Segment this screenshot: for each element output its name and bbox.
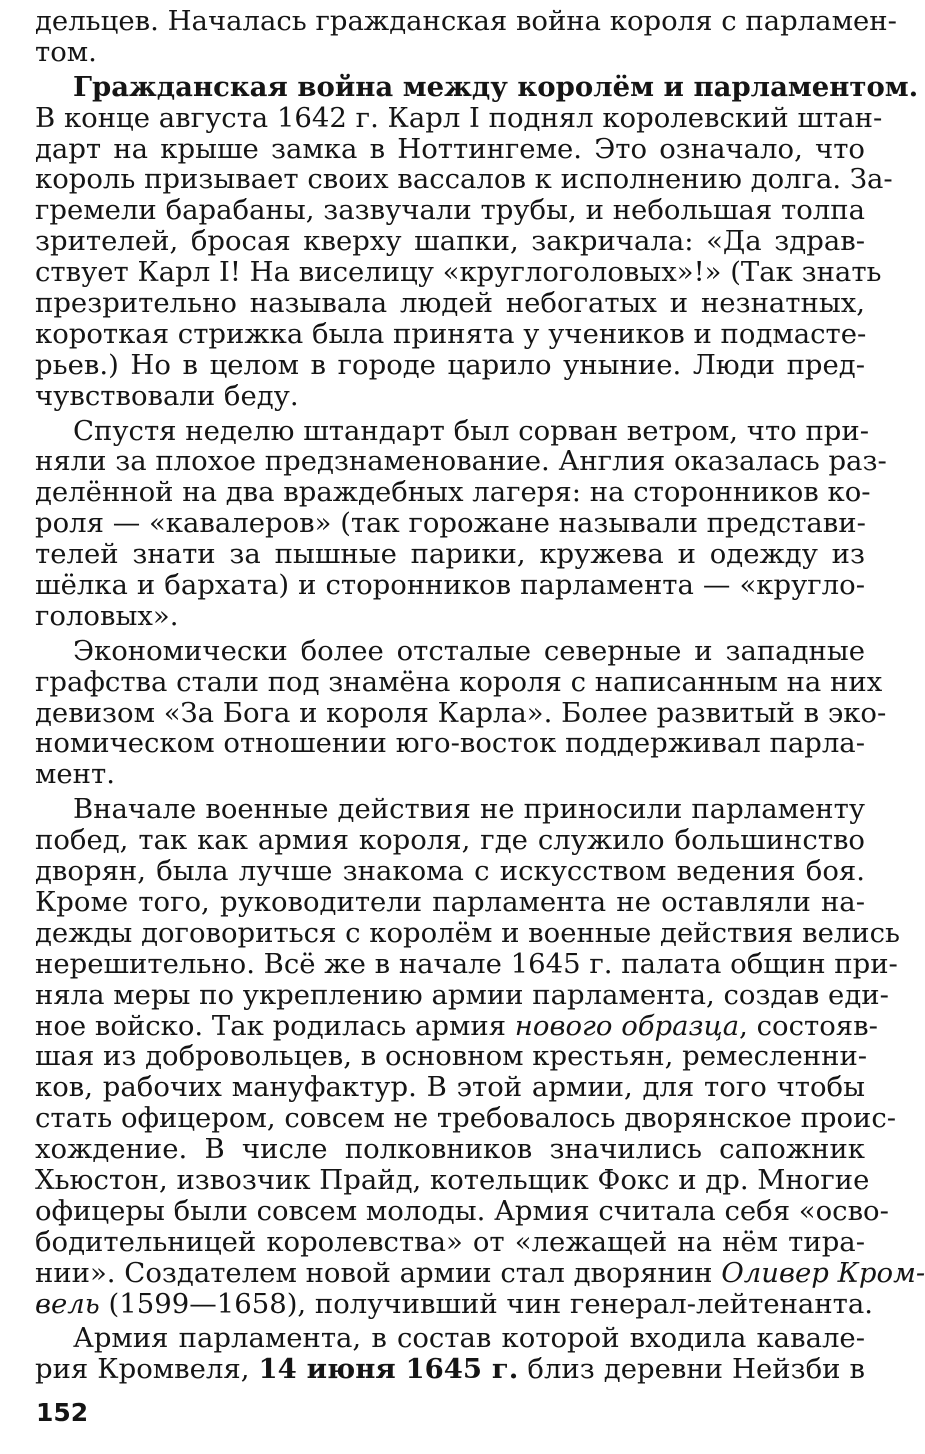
text-run: няли за плохое предзнаменование. Англия оказалась раз-: [35, 445, 887, 478]
text-line: [35, 1227, 865, 1258]
text-run: рия Кромвеля,: [35, 1353, 259, 1386]
text-run: делённой на два враждебных лагеря: на сторонников ко-: [35, 476, 871, 509]
text-run: гремели барабаны, зазвучали трубы, и небольшая толпа: [35, 194, 865, 227]
text-run: дельцев. Началась гражданская война короля с парламен-: [35, 5, 897, 37]
text-line: [35, 288, 865, 319]
text-line: [35, 728, 865, 759]
body-text: [35, 5, 925, 1386]
text-run: короткая стрижка была принята у учеников и подмасте-: [35, 317, 867, 350]
text-line: [35, 226, 865, 257]
text-line: [35, 1134, 865, 1165]
text-line: [35, 445, 887, 478]
text-line: [35, 1163, 870, 1196]
text-line: [35, 37, 865, 68]
text-run: девизом «За Бога и короля Карла». Более развитый в эко-: [35, 696, 887, 729]
text-line: [35, 978, 889, 1011]
text-run: ствует Карл I! На виселицу «круглоголовых»!» (Так знать: [35, 256, 882, 289]
text-run: роля — «кавалеров» (так горожане называли представи-: [35, 507, 866, 540]
text-line: [35, 916, 901, 949]
text-run: Хьюстон, извозчик Прайд, котельщик Фокс и др. Многие: [35, 1163, 870, 1196]
paragraph: [35, 793, 925, 1320]
italic-text: Оливер Кром-: [721, 1256, 925, 1289]
text-line: [35, 696, 887, 729]
text-line: [35, 1354, 865, 1385]
text-run: дежды договориться с королём и военные действия велись: [35, 916, 901, 949]
text-run: Экономически более отсталые северные и западные: [73, 634, 865, 667]
page-number: 152: [36, 1398, 89, 1427]
text-run: офицеры были совсем молоды. Армия считала себя «осво-: [35, 1194, 889, 1227]
text-line: [35, 350, 865, 381]
text-line: [35, 134, 865, 165]
text-line: [35, 665, 883, 698]
text-run: Вначале военные действия не приносили парламенту: [73, 793, 865, 826]
italic-text: вель: [35, 1287, 100, 1320]
text-run: стать офицером, совсем не требовалось дворянское проис-: [35, 1102, 897, 1135]
text-run: головых».: [35, 599, 179, 632]
text-line: [35, 476, 871, 509]
paragraph: [35, 5, 897, 68]
text-line: [35, 947, 898, 980]
text-run: ное войско. Так родилась армия: [35, 1009, 515, 1042]
paragraph: [35, 1323, 865, 1385]
text-run: , состояв-: [739, 1009, 878, 1042]
text-line: [35, 256, 882, 289]
text-run: зрителей, бросая кверху шапки, закричала: «Да здрав-: [35, 225, 865, 258]
text-line: [35, 508, 865, 539]
text-line: [35, 1040, 868, 1073]
text-run: шая из добровольцев, в основном крестьян, ремесленни-: [35, 1040, 868, 1073]
text-run: Армия парламента, в состав которой входила кавале-: [73, 1322, 865, 1355]
italic-text: нового образца: [514, 1009, 740, 1042]
text-run: номическом отношении юго-восток поддерживал парла-: [35, 727, 865, 760]
text-line: [35, 570, 865, 601]
text-run: дворян, была лучше знакома с искусством ведения боя.: [35, 855, 865, 888]
text-run: побед, так как армия короля, где служило большинство: [35, 824, 865, 857]
text-line: [35, 101, 883, 134]
text-line: [35, 759, 865, 790]
text-line: [35, 887, 865, 918]
text-line: [35, 1256, 925, 1289]
text-run: (1599—1658), получивший чин генерал-лейтенанта.: [99, 1287, 874, 1320]
text-line: [35, 195, 865, 226]
text-run: шёлка и бархата) и сторонников парламента — «кругло-: [35, 569, 865, 602]
text-run: Кроме того, руководители парламента не оставляли на-: [35, 885, 865, 918]
bold-text: 14 июня 1645 г.: [258, 1353, 519, 1386]
text-line: [35, 319, 865, 350]
paragraph: [35, 414, 887, 632]
text-run: Спустя неделю штандарт был сорван ветром, что при-: [73, 414, 870, 447]
text-line: [35, 539, 865, 570]
text-line: [35, 381, 865, 412]
text-run: бодительницей королевства» от «лежащей на нём тира-: [35, 1225, 865, 1258]
text-line: [35, 5, 897, 37]
text-line: [35, 1323, 865, 1354]
text-line: [35, 636, 865, 667]
text-line: [35, 70, 919, 103]
text-line: [35, 163, 893, 196]
text-run: король призывает своих вассалов к исполнению долга. За-: [35, 163, 893, 196]
text-line: [35, 1009, 878, 1042]
text-run: дарт на крыше замка в Ноттингеме. Это означало, что: [35, 132, 865, 165]
paragraph: [35, 70, 919, 412]
text-line: [35, 1194, 889, 1227]
text-run: няла меры по укреплению армии парламента, создав еди-: [35, 978, 889, 1011]
bold-text: Гражданская война между королём и парламентом.: [73, 70, 919, 103]
text-run: В конце августа 1642 г. Карл I поднял королевский штан-: [35, 101, 883, 134]
text-line: [35, 1102, 897, 1135]
text-run: рьев.) Но в целом в городе царило уныние. Люди пред-: [35, 348, 865, 381]
text-run: графства стали под знамёна короля с написанным на них: [35, 665, 883, 698]
text-run: хождение. В числе полковников значились сапожник: [35, 1133, 865, 1166]
text-line: [35, 601, 865, 632]
text-run: близ деревни Нейзби в: [518, 1353, 866, 1386]
text-line: [35, 856, 865, 887]
text-run: мент.: [35, 758, 115, 791]
text-run: чувствовали беду.: [35, 379, 299, 412]
text-run: ков, рабочих мануфактур. В этой армии, для того чтобы: [35, 1071, 865, 1104]
text-run: том.: [35, 35, 97, 68]
text-run: нерешительно. Всё же в начале 1645 г. палата общин при-: [35, 947, 898, 980]
text-line: [35, 794, 865, 825]
text-line: [35, 825, 865, 856]
text-run: телей знати за пышные парики, кружева и одежду из: [35, 538, 865, 571]
text-line: [35, 1072, 865, 1103]
text-run: нии». Создателем новой армии стал дворянин: [35, 1256, 722, 1289]
paragraph: [35, 634, 887, 791]
text-line: [35, 1287, 874, 1320]
text-run: презрительно называла людей небогатых и незнатных,: [35, 287, 865, 320]
text-line: [35, 414, 870, 447]
